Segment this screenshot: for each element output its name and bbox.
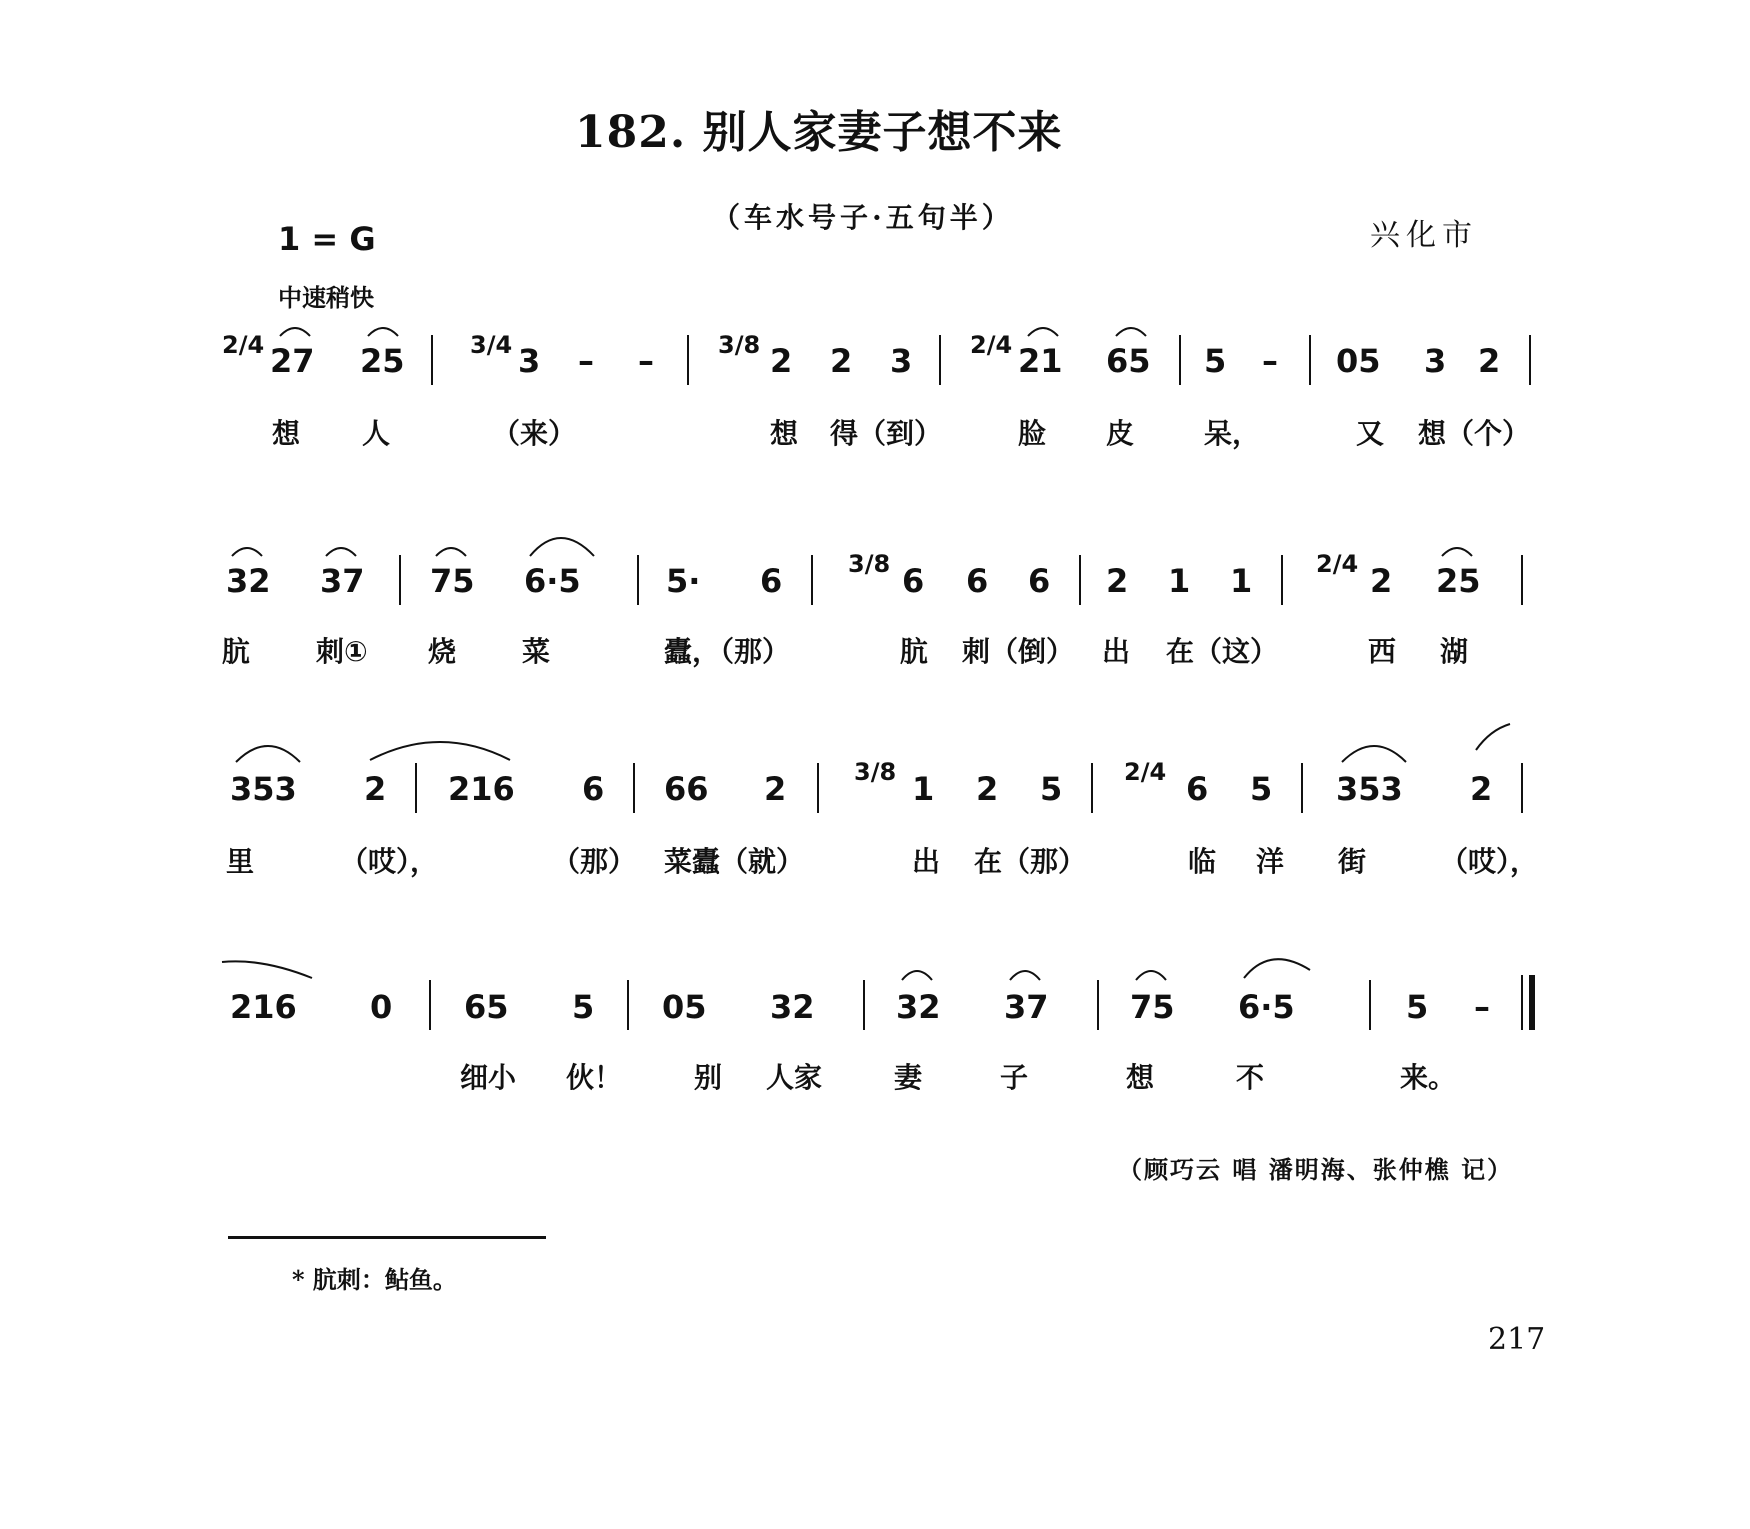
lyric: 得（到） <box>830 417 943 450</box>
note: 2 <box>764 770 787 808</box>
note-group: 216 <box>230 988 297 1026</box>
lyric: （来） <box>492 417 577 450</box>
note-group: 75 <box>1130 988 1175 1026</box>
lyric: 菜蠹（就） <box>664 845 805 878</box>
note: 2 <box>1478 342 1501 380</box>
lyric: （那） <box>552 845 637 878</box>
lyric: 临 <box>1188 845 1217 878</box>
note-group: 32 <box>770 988 815 1026</box>
notation-line-1 <box>222 328 1530 385</box>
lyric: 来。 <box>1400 1061 1457 1094</box>
lyric: 刺① <box>316 635 368 668</box>
performer-credit: （顾巧云 唱 潘明海、张仲樵 记） <box>1118 1155 1514 1184</box>
tempo-marking: 中速稍快 <box>278 283 374 312</box>
notation-line-3 <box>230 724 1522 813</box>
note-group: 25 <box>1436 562 1481 600</box>
lyric: 洋 <box>1256 845 1285 878</box>
note-group: 32 <box>896 988 941 1026</box>
note: 2 <box>1370 562 1393 600</box>
lyric: 肮 <box>222 635 251 668</box>
dash: – <box>1262 342 1278 380</box>
time-signature: 2/4 <box>1316 550 1359 578</box>
note-group: 27 <box>270 342 315 380</box>
note: 5 <box>1406 988 1429 1026</box>
lyric: 细小 <box>460 1061 517 1094</box>
note-group: 6·5 <box>524 562 581 600</box>
lyric: （哎）， <box>340 845 439 878</box>
note-group: 32 <box>226 562 271 600</box>
lyric: 刺（倒） <box>962 635 1075 668</box>
lyric: 别 <box>694 1061 723 1094</box>
lyric: 想 <box>1126 1061 1155 1094</box>
lyric: 在（那） <box>974 845 1087 878</box>
note: 6 <box>760 562 783 600</box>
note: 2 <box>1470 770 1493 808</box>
time-signature: 3/8 <box>854 758 897 786</box>
lyric: 在（这） <box>1166 635 1279 668</box>
song-region: 兴化市 <box>1370 218 1478 253</box>
lyric: 子 <box>1000 1061 1029 1094</box>
note-group: 75 <box>430 562 475 600</box>
lyric: 蠹，（那） <box>664 635 791 668</box>
lyric: （哎）， <box>1440 845 1539 878</box>
lyric: 想 <box>272 417 301 450</box>
note: 1 <box>1230 562 1253 600</box>
lyric: 肮 <box>900 635 929 668</box>
lyric: 烧 <box>428 635 457 668</box>
lyric: 妻 <box>894 1061 923 1094</box>
note: 2 <box>976 770 999 808</box>
lyric: 呆， <box>1204 417 1261 450</box>
note-group: 216 <box>448 770 515 808</box>
key-signature: 1 = G <box>278 220 376 258</box>
note-group: 37 <box>1004 988 1049 1026</box>
lyric: 想 <box>770 417 799 450</box>
note: 5 <box>1250 770 1273 808</box>
lyric: 不 <box>1236 1061 1265 1094</box>
time-signature: 2/4 <box>1124 758 1167 786</box>
note: 2 <box>830 342 853 380</box>
note: 6 <box>1186 770 1209 808</box>
note: 1 <box>1168 562 1191 600</box>
note-group: 05 <box>662 988 707 1026</box>
rest: 0 <box>370 988 393 1026</box>
note-group: 353 <box>230 770 297 808</box>
lyric: 西 <box>1368 635 1397 668</box>
dash: – <box>638 342 654 380</box>
dash: – <box>578 342 594 380</box>
note: 2 <box>770 342 793 380</box>
note: 5 <box>1040 770 1063 808</box>
time-signature: 3/4 <box>470 331 513 359</box>
lyric: 人 <box>362 417 391 450</box>
dash: – <box>1474 988 1490 1026</box>
note: 5 <box>572 988 595 1026</box>
lyric: 皮 <box>1106 417 1135 450</box>
lyric: 又 <box>1356 417 1385 450</box>
note: 5· <box>666 562 701 600</box>
lyric: 里 <box>226 845 255 878</box>
lyric: 想（个） <box>1418 417 1531 450</box>
time-signature: 2/4 <box>970 331 1013 359</box>
time-signature: 3/8 <box>718 331 761 359</box>
lyric: 脸 <box>1018 417 1047 450</box>
note: 6 <box>582 770 605 808</box>
notation-line-4 <box>222 959 1532 1030</box>
song-subtitle: （车水号子·五句半） <box>712 201 1014 234</box>
footnote-divider <box>228 1236 546 1239</box>
note: 2 <box>364 770 387 808</box>
page-number: 217 <box>1488 1322 1546 1357</box>
note-group: 66 <box>664 770 709 808</box>
note: 6 <box>1028 562 1051 600</box>
song-title: 182. 别人家妻子想不来 <box>575 107 1063 158</box>
note: 3 <box>890 342 913 380</box>
note: 3 <box>1424 342 1447 380</box>
notation-line-2 <box>226 538 1522 605</box>
note: 6 <box>902 562 925 600</box>
lyric: 出 <box>1102 635 1131 668</box>
note-group: 37 <box>320 562 365 600</box>
note: 6 <box>966 562 989 600</box>
time-signature: 3/8 <box>848 550 891 578</box>
note-group: 353 <box>1336 770 1403 808</box>
note-group: 65 <box>464 988 509 1026</box>
lyric: 湖 <box>1440 635 1469 668</box>
note-group: 65 <box>1106 342 1151 380</box>
note-group: 21 <box>1018 342 1063 380</box>
lyric: 人家 <box>766 1061 823 1094</box>
lyric: 菜 <box>522 635 551 668</box>
note: 5 <box>1204 342 1227 380</box>
note: 1 <box>912 770 935 808</box>
note: 2 <box>1106 562 1129 600</box>
lyric: 出 <box>912 845 941 878</box>
note: 3 <box>518 342 541 380</box>
note-group: 6·5 <box>1238 988 1295 1026</box>
time-signature: 2/4 <box>222 331 265 359</box>
lyric: 伙！ <box>566 1061 623 1094</box>
lyric: 街 <box>1338 845 1367 878</box>
footnote: * 肮刺：鲇鱼。 <box>292 1265 457 1294</box>
note-group: 25 <box>360 342 405 380</box>
note-group: 05 <box>1336 342 1381 380</box>
